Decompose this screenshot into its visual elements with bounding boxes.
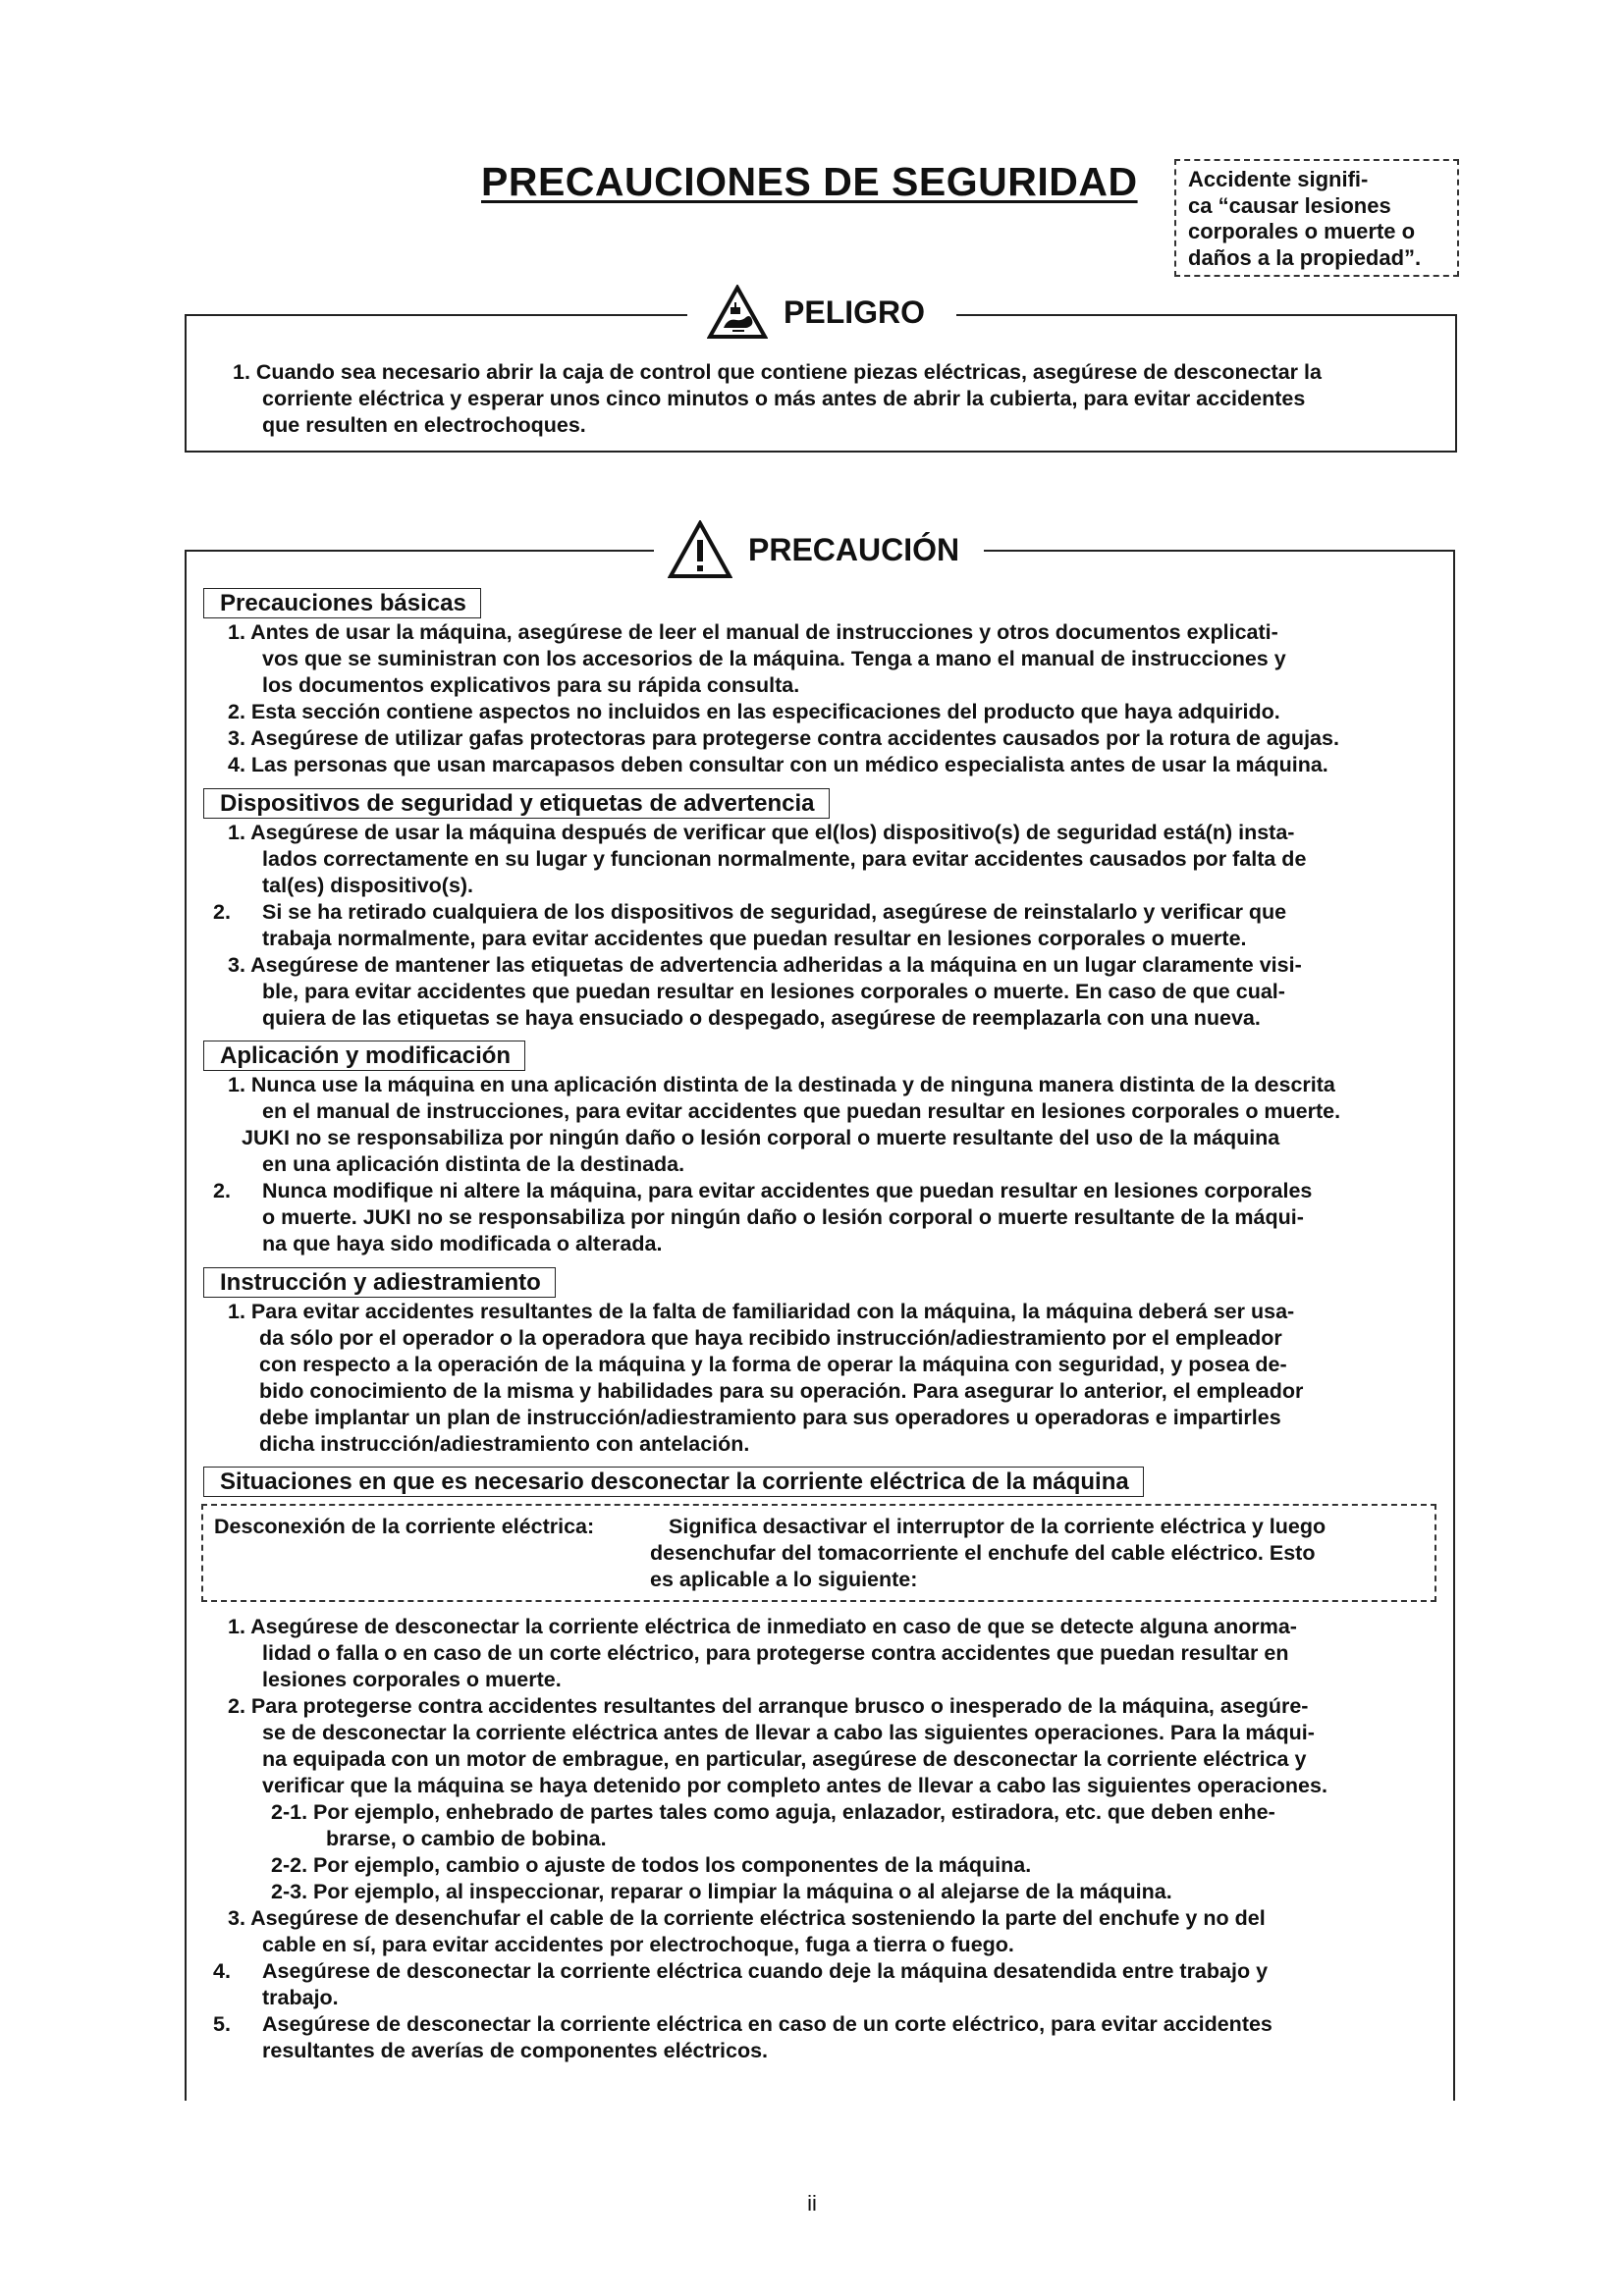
- section-line: 1. Asegúrese de desconectar la corriente eléctrica de inmediato en caso de que se detecte alguna anorma-: [228, 1615, 1297, 1638]
- section-line: 1. Asegúrese de usar la máquina después de verificar que el(los) dispositivo(s) de seguridad está(n) insta-: [228, 821, 1295, 844]
- section-line: 1. Antes de usar la máquina, asegúrese de leer el manual de instrucciones y otros documentos explicati-: [228, 620, 1278, 644]
- note-line: daños a la propiedad”.: [1188, 244, 1422, 270]
- section-line: trabajo.: [262, 1986, 339, 2009]
- definition-line: Significa desactivar el interruptor de la corriente eléctrica y luego: [669, 1515, 1326, 1538]
- note-line: Accidente signifi-: [1188, 167, 1369, 191]
- section-line: na equipada con un motor de embrague, en particular, asegúrese de desconectar la corriente eléctrica y: [262, 1747, 1307, 1771]
- definition-line: desenchufar del tomacorriente el enchufe del cable eléctrico. Esto: [650, 1541, 1316, 1565]
- section-line: lesiones corporales o muerte.: [262, 1668, 562, 1691]
- section-line: lados correctamente en su lugar y funcionan normalmente, para evitar accidentes causados por falta de: [262, 847, 1307, 871]
- section-line: ble, para evitar accidentes que puedan resultar en lesiones corporales o muerte. En caso de que cual-: [262, 980, 1285, 1003]
- section-line: 2-3. Por ejemplo, al inspeccionar, reparar o limpiar la máquina o al alejarse de la máquina.: [271, 1880, 1172, 1903]
- section-title-basic-precautions: Precauciones básicas: [203, 588, 481, 618]
- section-line: 2-1. Por ejemplo, enhebrado de partes tales como aguja, enlazador, estiradora, etc. que deben enhe-: [271, 1800, 1275, 1824]
- section-line: 2.: [213, 1179, 231, 1202]
- note-line: corporales o muerte o: [1188, 219, 1416, 243]
- danger-heading-label: PELIGRO: [784, 294, 926, 330]
- section-line: con respecto a la operación de la máquina y la forma de operar la máquina con seguridad, y posea de-: [259, 1353, 1287, 1376]
- section-line: quiera de las etiquetas se haya ensuciado o despegado, asegúrese de reemplazarla con una nueva.: [262, 1006, 1261, 1030]
- section-line: en el manual de instrucciones, para evitar accidentes que puedan resultar en lesiones corporales o muerte.: [262, 1099, 1341, 1123]
- hand-crush-warning-icon: [707, 285, 768, 340]
- section-line: Asegúrese de desconectar la corriente eléctrica cuando deje la máquina desatendida entre trabajo y: [262, 1959, 1269, 1983]
- caution-box-top-left: [185, 550, 654, 552]
- section-line: resultantes de averías de componentes eléctricos.: [262, 2039, 769, 2062]
- definition-term: Desconexión de la corriente eléctrica:: [214, 1515, 595, 1538]
- section-line: 2. Esta sección contiene aspectos no incluidos en las especificaciones del producto que haya adquirido.: [228, 700, 1280, 723]
- page-title: PRECAUCIONES DE SEGURIDAD: [481, 159, 1138, 204]
- section-line: o muerte. JUKI no se responsabiliza por ningún daño o lesión corporal o muerte resultante de la máqui-: [262, 1205, 1304, 1229]
- section-line: 3. Asegúrese de mantener las etiquetas de advertencia adheridas a la máquina en un lugar claramente visi-: [228, 953, 1302, 977]
- section-line: 4.: [213, 1959, 231, 1983]
- section-line: verificar que la máquina se haya detenido por completo antes de llevar a cabo las siguientes operaciones.: [262, 1774, 1327, 1797]
- section-title-safety-devices: Dispositivos de seguridad y etiquetas de advertencia: [203, 788, 830, 819]
- section-line: lidad o falla o en caso de un corte eléctrico, para protegerse contra accidentes que puedan resultar en: [262, 1641, 1289, 1665]
- section-line: da sólo por el operador o la operadora que haya recibido instrucción/adiestramiento por el empleador: [259, 1326, 1282, 1350]
- section-line: brarse, o cambio de bobina.: [326, 1827, 607, 1850]
- caution-box-top-right: [984, 550, 1453, 552]
- danger-line: corriente eléctrica y esperar unos cinco minutos o más antes de abrir la cubierta, para evitar accidentes: [262, 387, 1306, 410]
- section-line: debe implantar un plan de instrucción/adiestramiento para sus operadores u operadoras e impartirles: [259, 1406, 1281, 1429]
- section-line: 1. Nunca use la máquina en una aplicación distinta de la destinada y de ninguna manera distinta de la descrita: [228, 1073, 1335, 1096]
- section-line: Si se ha retirado cualquiera de los dispositivos de seguridad, asegúrese de reinstalarlo y verificar que: [262, 900, 1287, 924]
- section-line: 1. Para evitar accidentes resultantes de la falta de familiaridad con la máquina, la máquina deberá ser usa-: [228, 1300, 1295, 1323]
- section-line: 3. Asegúrese de desenchufar el cable de la corriente eléctrica sosteniendo la parte del enchufe y no del: [228, 1906, 1266, 1930]
- section-line: tal(es) dispositivo(s).: [262, 874, 474, 897]
- danger-line: que resulten en electrochoques.: [262, 413, 586, 437]
- section-line: vos que se suministran con los accesorios de la máquina. Tenga a mano el manual de instrucciones y: [262, 647, 1286, 670]
- section-title-application-modification: Aplicación y modificación: [203, 1041, 525, 1071]
- section-line: dicha instrucción/adiestramiento con antelación.: [259, 1432, 750, 1456]
- section-line: en una aplicación distinta de la destinada.: [262, 1152, 685, 1176]
- section-line: 5.: [213, 2012, 231, 2036]
- section-line: los documentos explicativos para su rápida consulta.: [262, 673, 800, 697]
- section-line: JUKI no se responsabiliza por ningún daño o lesión corporal o muerte resultante del uso de la máquina: [242, 1126, 1280, 1149]
- section-line: Asegúrese de desconectar la corriente eléctrica en caso de un corte eléctrico, para evitar accidentes: [262, 2012, 1272, 2036]
- section-line: Nunca modifique ni altere la máquina, para evitar accidentes que puedan resultar en lesiones corporales: [262, 1179, 1313, 1202]
- section-line: bido conocimiento de la misma y habilidades para su operación. Para asegurar lo anterior, el empleador: [259, 1379, 1304, 1403]
- section-title-training: Instrucción y adiestramiento: [203, 1267, 556, 1298]
- danger-line: 1. Cuando sea necesario abrir la caja de control que contiene piezas eléctricas, asegúrese de desconectar la: [233, 360, 1322, 384]
- caution-heading-label: PRECAUCIÓN: [748, 531, 960, 567]
- section-line: 3. Asegúrese de utilizar gafas protectoras para protegerse contra accidentes causados por la rotura de agujas.: [228, 726, 1339, 750]
- danger-box-top-right: [956, 314, 1455, 316]
- section-line: 2. Para protegerse contra accidentes resultantes del arranque brusco o inesperado de la máquina, asegúre-: [228, 1694, 1309, 1718]
- section-line: 2.: [213, 900, 231, 924]
- definition-note-box: [1174, 159, 1459, 277]
- definition-line: es aplicable a lo siguiente:: [650, 1568, 918, 1591]
- section-line: 2-2. Por ejemplo, cambio o ajuste de todos los componentes de la máquina.: [271, 1853, 1032, 1877]
- section-line: trabaja normalmente, para evitar accidentes que puedan resultar en lesiones corporales o muerte.: [262, 927, 1247, 950]
- caution-heading: [668, 520, 959, 579]
- note-line: ca “causar lesiones: [1188, 192, 1391, 218]
- danger-heading: [707, 285, 925, 340]
- section-line: 4. Las personas que usan marcapasos deben consultar con un médico especialista antes de usar la máquina.: [228, 753, 1328, 776]
- section-title-power-disconnection: Situaciones en que es necesario desconectar la corriente eléctrica de la máquina: [203, 1467, 1144, 1497]
- section-line: na que haya sido modificada o alterada.: [262, 1232, 663, 1255]
- section-line: cable en sí, para evitar accidentes por electrochoque, fuga a tierra o fuego.: [262, 1933, 1014, 1956]
- section-line: se de desconectar la corriente eléctrica antes de llevar a cabo las siguientes operaciones. Para la máqui-: [262, 1721, 1315, 1744]
- exclamation-warning-icon: [668, 520, 732, 579]
- danger-box-top-left: [185, 314, 687, 316]
- page-number: ii: [807, 2191, 817, 2216]
